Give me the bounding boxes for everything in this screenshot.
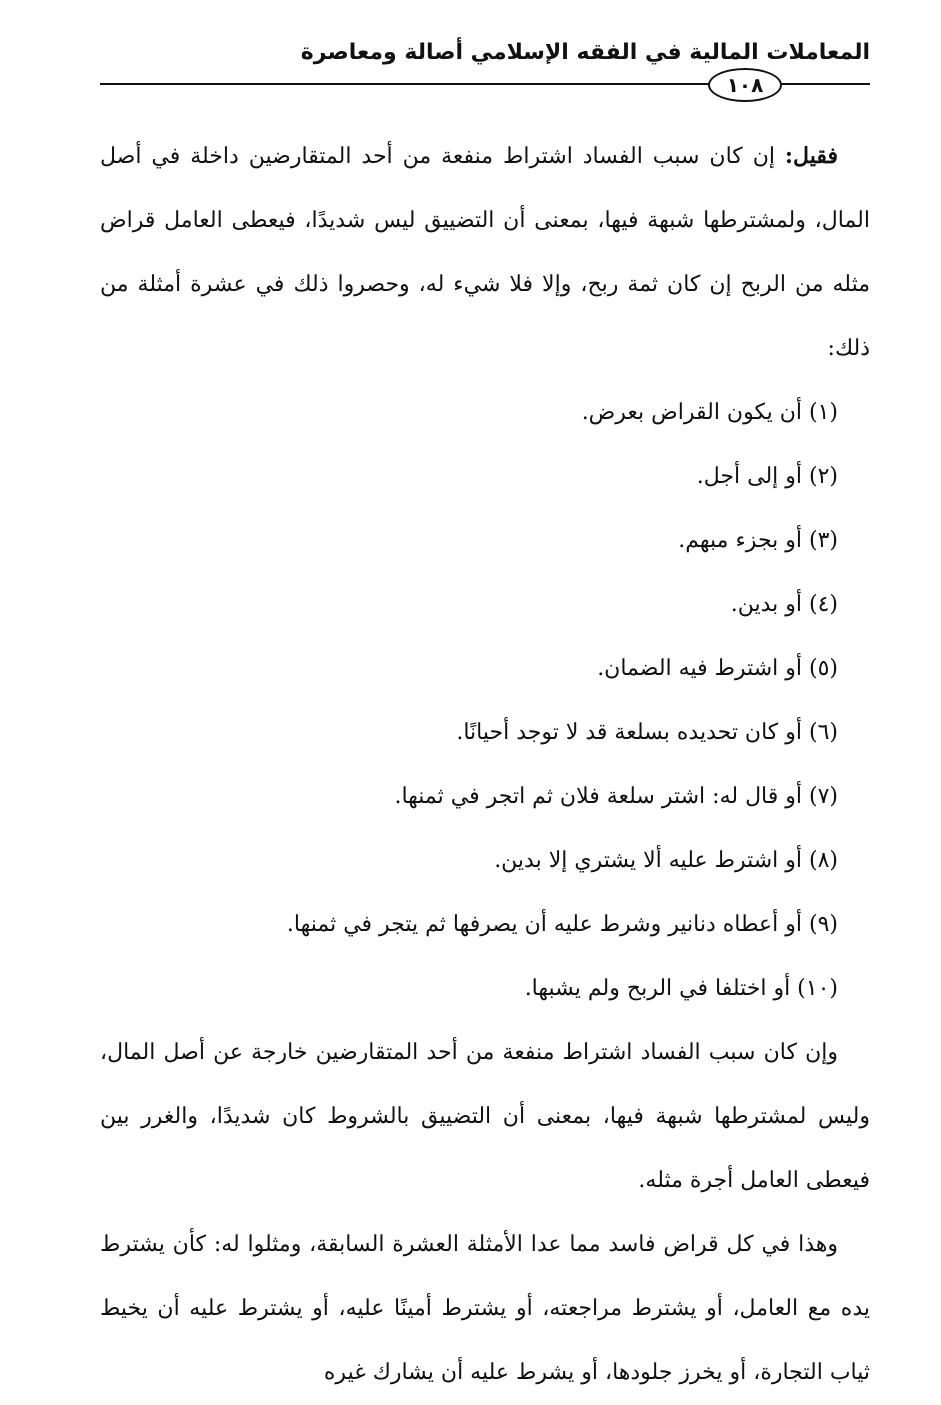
example-1: (١) أن يكون القراض بعرض.: [581, 400, 838, 425]
example-5: (٥) أو اشترط فيه الضمان.: [597, 656, 838, 681]
example-4: (٤) أو بدين.: [730, 592, 838, 617]
intro-text: إن كان سبب الفساد اشتراط منفعة من أحد المتقارضين داخلة في أصل المال، ولمشترطها شبهة فيها، بمعنى أن التضييق ليس شديدًا، فيعطى العامل قراض مثله من الربح إن كان ثمة ربح، وإلا فلا شيء له، وحصروا ذلك في عشرة أمثلة من ذلك:: [100, 144, 870, 361]
page-number: ١٠٨: [708, 68, 782, 102]
paragraph-2: وإن كان سبب الفساد اشتراط منفعة من أحد المتقارضين خارجة عن أصل المال، وليس لمشترطها شبهة فيها، بمعنى أن التضييق بالشروط كان شديدًا، والغرر بين فيعطى العامل أجرة مثله.: [100, 1040, 870, 1193]
example-8: (٨) أو اشترط عليه ألا يشتري إلا بدين.: [494, 848, 838, 873]
page-header: [100, 40, 870, 110]
intro-lead: فقيل:: [784, 143, 838, 169]
running-title: المعاملات المالية في الفقه الإسلامي أصالة ومعاصرة: [300, 40, 870, 65]
example-6: (٦) أو كان تحديده بسلعة قد لا توجد أحيانًا.: [456, 720, 838, 745]
example-2: (٢) أو إلى أجل.: [696, 464, 838, 489]
page-body: [100, 124, 870, 1405]
example-10: (١٠) أو اختلفا في الربح ولم يشبها.: [524, 976, 838, 1001]
example-7: (٧) أو قال له: اشتر سلعة فلان ثم اتجر في ثمنها.: [394, 784, 838, 809]
paragraph-3: وهذا في كل قراض فاسد مما عدا الأمثلة العشرة السابقة، ومثلوا له: كأن يشترط يده مع العامل، أو يشترط مراجعته، أو يشترط أمينًا عليه، أو يشترط عليه أن يخيط ثياب التجارة، أو يخرز جلودها، أو يشرط عليه أن يشارك غيره: [100, 1232, 870, 1385]
example-9: (٩) أو أعطاه دنانير وشرط عليه أن يصرفها ثم يتجر في ثمنها.: [286, 912, 838, 937]
example-3: (٣) أو بجزء مبهم.: [678, 528, 838, 553]
intro-paragraph: [100, 124, 870, 381]
